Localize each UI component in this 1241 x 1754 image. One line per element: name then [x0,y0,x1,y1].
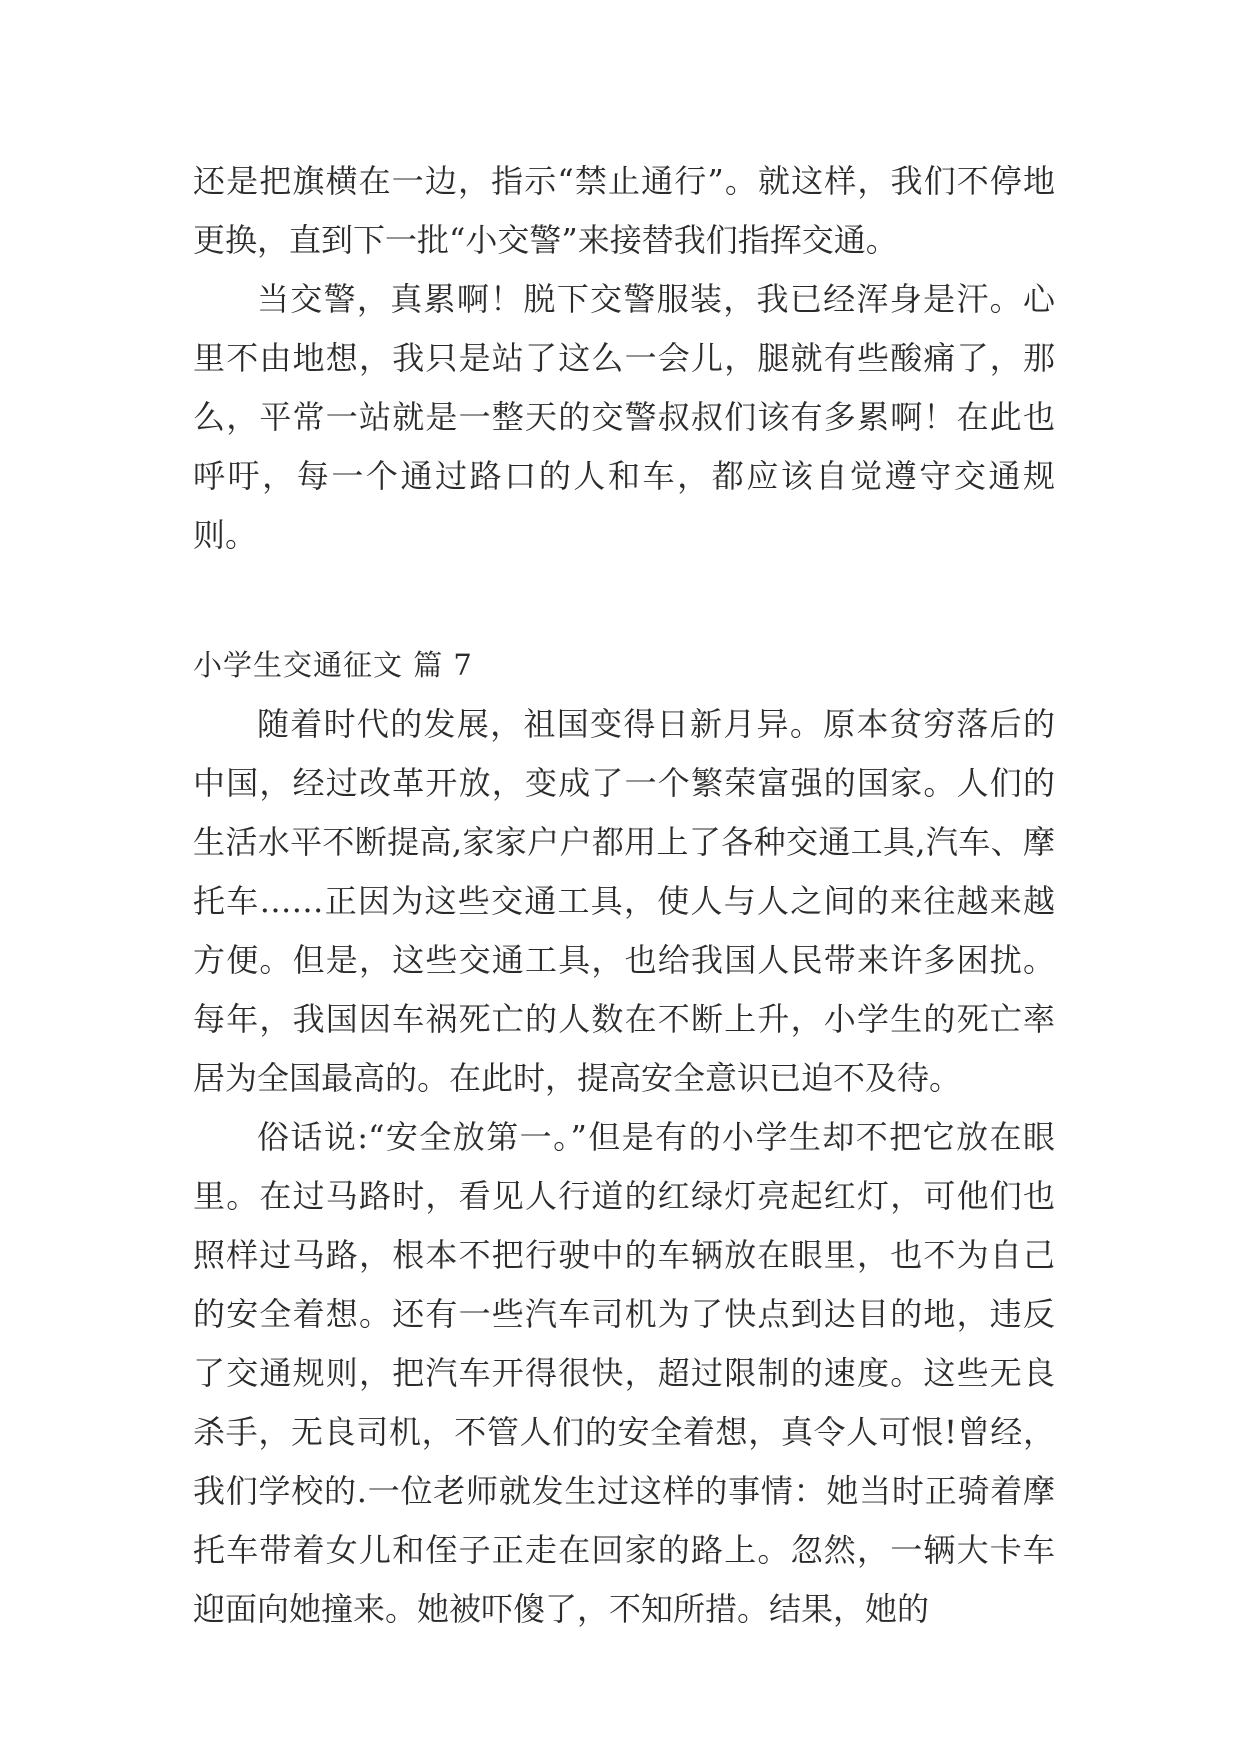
document-body [193,152,1055,1639]
paragraph-development: 随着时代的发展，祖国变得日新月异。原本贫穷落后的中国，经过改革开放，变成了一个繁荣富强的国家。人们的生活水平不断提高,家家户户都用上了各种交通工具,汽车、摩托车……正因为这些交通工具，使人与人之间的来往越来越方便。但是，这些交通工具，也给我国人民带来许多困扰。每年，我国因车祸死亡的人数在不断上升，小学生的死亡率居为全国最高的。在此时，提高安全意识已迫不及待。 [193,705,1055,1097]
paragraph-tired: 当交警，真累啊！脱下交警服装，我已经浑身是汗。心里不由地想，我只是站了这么一会儿，腿就有些酸痛了，那么，平常一站就是一整天的交警叔叔们该有多累啊！在此也呼吁，每一个通过路口的人和车，都应该自觉遵守交通规则。 [193,280,1055,554]
section-title: 小学生交通征文 篇 7 [193,648,473,682]
continuation-paragraph: 还是把旗横在一边，指示“禁止通行”。就这样，我们不停地更换，直到下一批“小交警”来接替我们指挥交通。 [193,162,1055,259]
section-gap [193,565,1055,636]
paragraph-saying: 俗话说:“安全放第一。”但是有的小学生却不把它放在眼里。在过马路时，看见人行道的红绿灯亮起红灯，可他们也照样过马路，根本不把行驶中的车辆放在眼里，也不为自己的安全着想。还有一些汽车司机为了快点到达目的地，违反了交通规则，把汽车开得很快，超过限制的速度。这些无良杀手，无良司机，不管人们的安全着想，真令人可恨!曾经，我们学校的.一位老师就发生过这样的事情：她当时正骑着摩托车带着女儿和侄子正走在回家的路上。忽然，一辆大卡车迎面向她撞来。她被吓傻了，不知所措。结果，她的 [193,1118,1055,1628]
